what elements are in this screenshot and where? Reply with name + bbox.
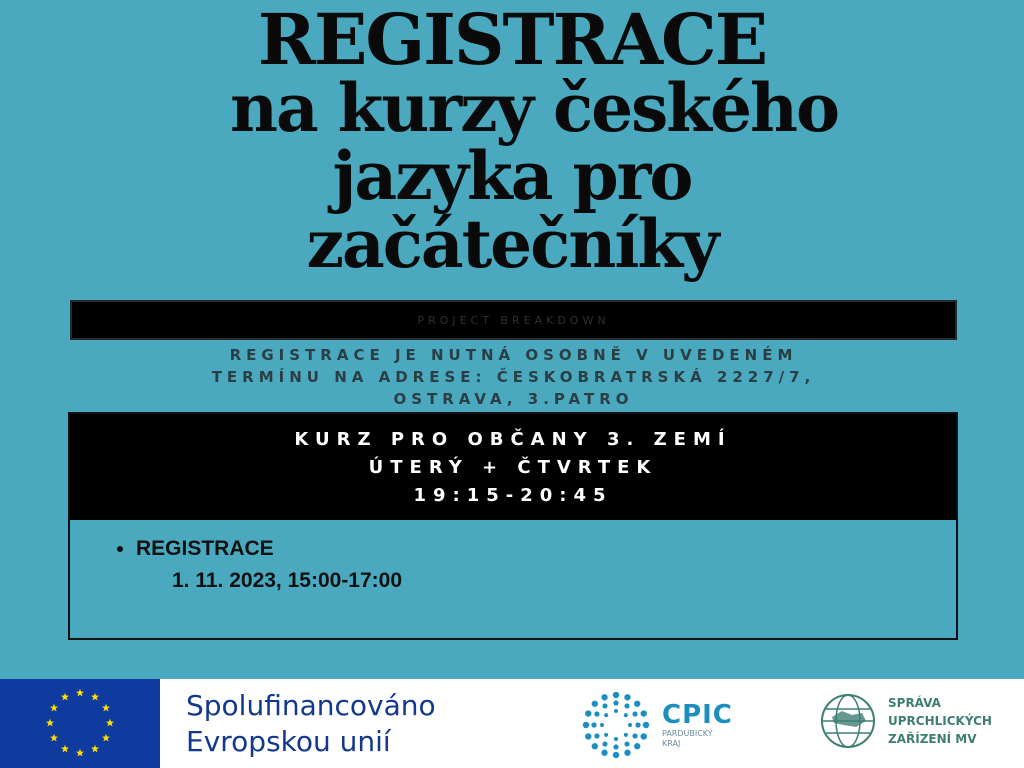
course-header — [70, 414, 956, 520]
suz-line-1: SPRÁVA — [888, 696, 941, 710]
cpic-dot-icon — [634, 743, 640, 749]
eu-star-icon — [102, 734, 110, 742]
cpic-dot-icon — [624, 694, 630, 700]
title-line-1: REGISTRACE — [257, 0, 767, 81]
cpic-dot-icon — [635, 722, 640, 727]
cofinanced-line-2: Evropskou unií — [186, 724, 391, 758]
cpic-dots-icon — [580, 689, 652, 761]
cpic-dot-icon — [624, 703, 629, 708]
title-line-4: začátečníky — [306, 205, 718, 283]
cofinanced-text — [186, 688, 436, 760]
info-line-1: REGISTRACE JE NUTNÁ OSOBNĚ V UVEDENÉM — [229, 346, 798, 364]
suz-line-2: UPRCHLICKÝCH — [888, 714, 992, 728]
cpic-dot-icon — [602, 703, 607, 708]
globe-icon — [818, 691, 878, 751]
cpic-dot-icon — [632, 733, 637, 738]
cpic-dot-icon — [591, 722, 596, 727]
cpic-dot-icon — [601, 750, 607, 756]
cpic-dot-icon — [641, 710, 647, 716]
cpic-dot-icon — [632, 711, 637, 716]
registration-label: REGISTRACE — [136, 537, 274, 560]
cpic-dot-icon — [602, 741, 607, 746]
cpic-dot-icon — [624, 750, 630, 756]
registration-date: 1. 11. 2023, 15:00-17:00 — [172, 569, 403, 592]
course-name: KURZ PRO OBČANY 3. ZEMÍ — [294, 429, 732, 450]
cpic-dot-icon — [613, 744, 618, 749]
eu-star-icon — [91, 745, 99, 753]
info-line-2: TERMÍNU NA ADRESE: ČESKOBRATRSKÁ 2227/7, — [211, 368, 816, 386]
eu-star-icon — [61, 745, 69, 753]
eu-star-icon — [106, 719, 114, 727]
cpic-dot-icon — [585, 710, 591, 716]
course-days: ÚTERÝ + ČTVRTEK — [368, 457, 658, 478]
cofinanced-line-1: Spolufinancováno — [186, 688, 436, 722]
cpic-dot-icon — [594, 711, 599, 716]
eu-star-icon — [76, 689, 84, 697]
sponsor-footer — [0, 679, 1024, 768]
cpic-dot-icon — [604, 713, 608, 717]
registration-list — [110, 534, 956, 596]
title-line-2: na kurzy českého — [229, 69, 839, 147]
cpic-dot-icon — [624, 713, 628, 717]
cpic-dot-icon — [614, 737, 618, 741]
project-breakdown-label: PROJECT BREAKDOWN — [417, 313, 610, 327]
eu-star-icon — [50, 704, 58, 712]
cpic-dot-icon — [624, 733, 628, 737]
registration-info — [70, 344, 957, 410]
cpic-name: CPIC — [662, 700, 733, 730]
course-time: 19:15-20:45 — [413, 485, 613, 506]
cpic-dot-icon — [613, 700, 618, 705]
eu-star-icon — [61, 693, 69, 701]
cpic-dot-icon — [613, 692, 619, 698]
course-body — [70, 520, 956, 596]
cpic-dot-icon — [634, 701, 640, 707]
cpic-sub-1: PARDUBICKÝ — [662, 729, 713, 738]
list-item — [136, 534, 956, 596]
cpic-sub-2: KRAJ — [662, 739, 681, 748]
eu-star-icon — [76, 749, 84, 757]
cpic-dot-icon — [585, 733, 591, 739]
cpic-dot-icon — [604, 733, 608, 737]
project-breakdown-bar — [70, 300, 957, 340]
cpic-dot-icon — [583, 722, 589, 728]
info-line-3: OSTRAVA, 3.PATRO — [393, 390, 634, 408]
course-card — [68, 412, 958, 640]
title-line-3: jazyka pro — [332, 137, 692, 215]
eu-star-icon — [91, 693, 99, 701]
cpic-dot-icon — [624, 741, 629, 746]
page-title — [0, 0, 1024, 283]
suz-line-3: ZAŘÍZENÍ MV — [888, 732, 977, 746]
eu-star-icon — [46, 719, 54, 727]
eu-flag-icon — [0, 679, 160, 768]
suz-logo — [818, 691, 992, 751]
cpic-dot-icon — [592, 743, 598, 749]
cpic-dot-icon — [641, 733, 647, 739]
eu-star-icon — [102, 704, 110, 712]
cpic-dot-icon — [600, 723, 604, 727]
cpic-dot-icon — [592, 701, 598, 707]
cpic-dot-icon — [601, 694, 607, 700]
cpic-dot-icon — [594, 733, 599, 738]
cpic-dot-icon — [614, 709, 618, 713]
cpic-dot-icon — [628, 723, 632, 727]
cpic-dot-icon — [643, 722, 649, 728]
cpic-logo — [580, 689, 733, 761]
cpic-dot-icon — [613, 752, 619, 758]
eu-star-icon — [50, 734, 58, 742]
